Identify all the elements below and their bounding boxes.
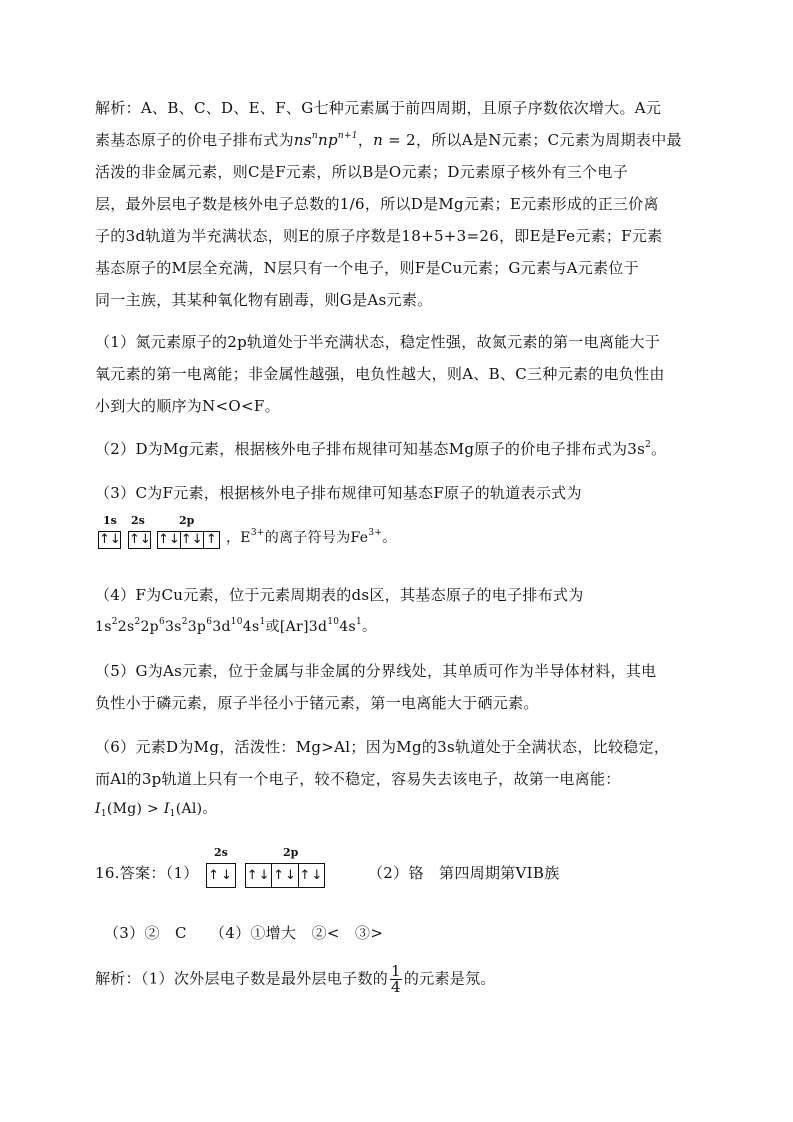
orbital-label-2p: 2p bbox=[179, 514, 195, 527]
orbital-label-2s: 2s bbox=[131, 514, 145, 527]
q4-electron-config: $1s^22s^22p^63s^23p^63d^{10}4s^1$或$[Ar]3d^{10}4s^1$。 bbox=[95, 617, 377, 635]
q3-ion-text: ，$E^{3+}$的离子符号为$Fe^{3+}$。 bbox=[226, 528, 397, 546]
orbital-label-2s: 2s bbox=[214, 846, 228, 859]
q5-line-2: 负性小于磷元素，原子半径小于锗元素，第一电离能大于硒元素。 bbox=[95, 694, 539, 712]
orbital-cell: ↑↓ bbox=[99, 532, 121, 547]
orbital-cell: ↑ bbox=[205, 532, 217, 547]
analysis-line-4: 层，最外层电子数是核外电子总数的1/6，所以D是Mg元素；E元素形成的正三价离 bbox=[95, 195, 659, 213]
fraction-one-quarter: $\frac{1}{4}$ bbox=[391, 962, 401, 996]
orbital-box-2p bbox=[245, 863, 325, 888]
orbital-label-2p: 2p bbox=[283, 846, 299, 859]
q4-line-1: （4）F为Cu元素，位于元素周期表的ds区，其基态原子的电子排布式为 bbox=[95, 586, 584, 604]
q3-line-1: （3）C为F元素，根据核外电子排布规律可知基态F原子的轨道表示式为 bbox=[95, 484, 582, 502]
orbital-cell: ↑↓ bbox=[158, 532, 180, 547]
q1-line-3: 小到大的顺序为N<O<F。 bbox=[95, 397, 280, 415]
analysis-line-6: 基态原子的M层全充满，N层只有一个电子，则F是Cu元素；G元素与A元素位于 bbox=[95, 259, 639, 277]
analysis-last-line: 解析：（1）次外层电子数是最外层电子数的 $\frac{1}{4}$ 的元素是氖。 bbox=[95, 962, 496, 996]
orbital-cell: ↑↓ bbox=[208, 868, 234, 883]
answer-16-prefix: 16.答案：（1） bbox=[95, 864, 199, 882]
orbital-cell: ↑↓ bbox=[246, 864, 272, 887]
q6-line-2: 而Al的3p轨道上只有一个电子，较不稳定，容易失去该电子，故第一电离能： bbox=[95, 770, 621, 788]
q6-line-1: （6）元素D为Mg，活泼性：Mg>Al；因为Mg的3s轨道处于全满状态，比较稳定， bbox=[95, 738, 670, 756]
answer-16-part2: （2）铬 第四周期第VIB族 bbox=[368, 864, 560, 882]
analysis-line-2: 素基态原子的价电子排布式为$ns^nnp^{n+1}$，n = 2，所以A是N元素；C元素为周期表中最 bbox=[95, 131, 682, 149]
answer-16-part3: （3）② C （4）①增大 ②< ③> bbox=[104, 924, 384, 942]
q5-line-1: （5）G为As元素，位于金属与非金属的分界线处，其单质可作为半导体材料，其电 bbox=[95, 662, 657, 680]
orbital-box-2p bbox=[157, 531, 220, 549]
analysis-line-7: 同一主族，其某种氧化物有剧毒，则G是As元素。 bbox=[95, 291, 433, 309]
q1-line-2: 氧元素的第一电离能；非金属性越强，电负性越大，则A、B、C三种元素的电负性由 bbox=[95, 365, 665, 383]
analysis-line-1: 解析：A、B、C、D、E、F、G七种元素属于前四周期，且原子序数依次增大。A元 bbox=[95, 99, 662, 117]
orbital-cell: ↑↓ bbox=[272, 864, 298, 887]
orbital-label-1s: 1s bbox=[103, 514, 117, 527]
q6-ionization-formula: $I_1(Mg) > I_1(Al)$。 bbox=[95, 801, 217, 819]
q1-line-1: （1）氮元素原子的2p轨道处于半充满状态，稳定性强，故氮元素的第一电离能大于 bbox=[95, 333, 661, 351]
analysis-line-5: 子的3d轨道为半充满状态，则E的原子序数是18+5+3=26，即E是Fe元素；F元素 bbox=[95, 227, 663, 245]
orbital-cell: ↑↓ bbox=[129, 532, 151, 547]
q2-line: （2）D为Mg元素，根据核外电子排布规律可知基态Mg原子的价电子排布式为$3s^2$。 bbox=[95, 440, 667, 458]
orbital-cell: ↑↓ bbox=[180, 532, 203, 547]
orbital-cell: ↑↓ bbox=[299, 868, 324, 883]
analysis-line-3: 活泼的非金属元素，则C是F元素，所以B是O元素；D元素原子核外有三个电子 bbox=[95, 163, 629, 181]
orbital-box-2s bbox=[128, 531, 151, 549]
orbital-box-1s bbox=[98, 531, 121, 549]
orbital-box-2s bbox=[206, 863, 236, 888]
